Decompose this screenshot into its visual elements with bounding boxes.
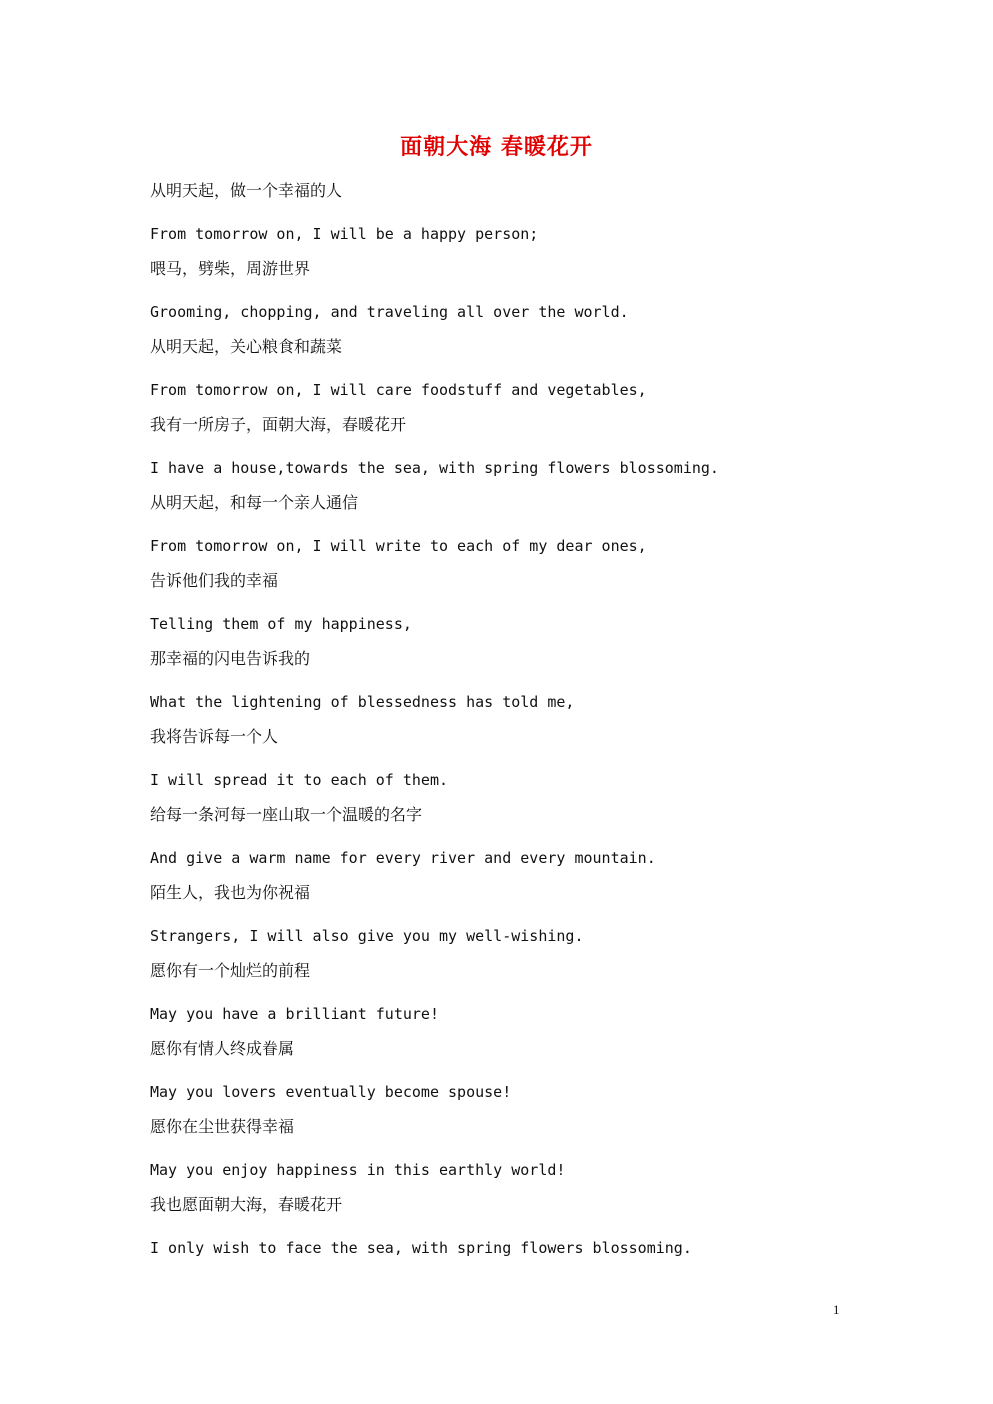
english-line: From tomorrow on, I will be a happy person;	[150, 225, 539, 243]
chinese-line: 那幸福的闪电告诉我的	[150, 649, 311, 668]
page-number: 1	[833, 1302, 840, 1317]
chinese-line: 愿你有一个灿烂的前程	[150, 961, 311, 980]
stanza-line-8	[150, 724, 870, 802]
stanza-line-6	[150, 568, 870, 646]
english-line: I will spread it to each of them.	[150, 771, 449, 789]
chinese-line: 愿你在尘世获得幸福	[150, 1117, 295, 1136]
english-line: Strangers, I will also give you my well-wishing.	[150, 927, 584, 945]
chinese-line: 从明天起，做一个幸福的人	[150, 181, 343, 200]
english-line: I only wish to face the sea, with spring flowers blossoming.	[150, 1239, 692, 1257]
stanza-line-10	[150, 880, 870, 958]
stanza-line-14	[150, 1192, 870, 1270]
chinese-line: 给每一条河每一座山取一个温暖的名字	[150, 805, 423, 824]
english-line: May you have a brilliant future!	[150, 1005, 439, 1023]
english-line: And give a warm name for every river and every mountain.	[150, 849, 656, 867]
english-line: From tomorrow on, I will write to each of my dear ones,	[150, 537, 647, 555]
chinese-line: 我有一所房子，面朝大海，春暖花开	[150, 415, 407, 434]
stanza-line-9	[150, 802, 870, 880]
chinese-line: 我也愿面朝大海，春暖花开	[150, 1195, 343, 1214]
chinese-line: 喂马，劈柴，周游世界	[150, 259, 311, 278]
poem-body	[150, 178, 870, 1270]
stanza-line-3	[150, 334, 870, 412]
english-line: I have a house,towards the sea, with spring flowers blossoming.	[150, 459, 719, 477]
stanza-line-12	[150, 1036, 870, 1114]
english-line: May you lovers eventually become spouse!	[150, 1083, 512, 1101]
english-line: Telling them of my happiness,	[150, 615, 412, 633]
chinese-line: 愿你有情人终成眷属	[150, 1039, 295, 1058]
chinese-line: 告诉他们我的幸福	[150, 571, 279, 590]
stanza-line-1	[150, 178, 870, 256]
english-line: Grooming, chopping, and traveling all over the world.	[150, 303, 629, 321]
chinese-line: 从明天起，关心粮食和蔬菜	[150, 337, 343, 356]
stanza-line-7	[150, 646, 870, 724]
english-line: What the lightening of blessedness has told me,	[150, 693, 575, 711]
chinese-line: 陌生人，我也为你祝福	[150, 883, 311, 902]
english-line: May you enjoy happiness in this earthly world!	[150, 1161, 566, 1179]
chinese-line: 我将告诉每一个人	[150, 727, 279, 746]
chinese-line: 从明天起，和每一个亲人通信	[150, 493, 359, 512]
stanza-line-2	[150, 256, 870, 334]
stanza-line-11	[150, 958, 870, 1036]
stanza-line-13	[150, 1114, 870, 1192]
english-line: From tomorrow on, I will care foodstuff and vegetables,	[150, 381, 647, 399]
stanza-line-5	[150, 490, 870, 568]
poem-title: 面朝大海 春暖花开	[400, 134, 593, 160]
stanza-line-4	[150, 412, 870, 490]
